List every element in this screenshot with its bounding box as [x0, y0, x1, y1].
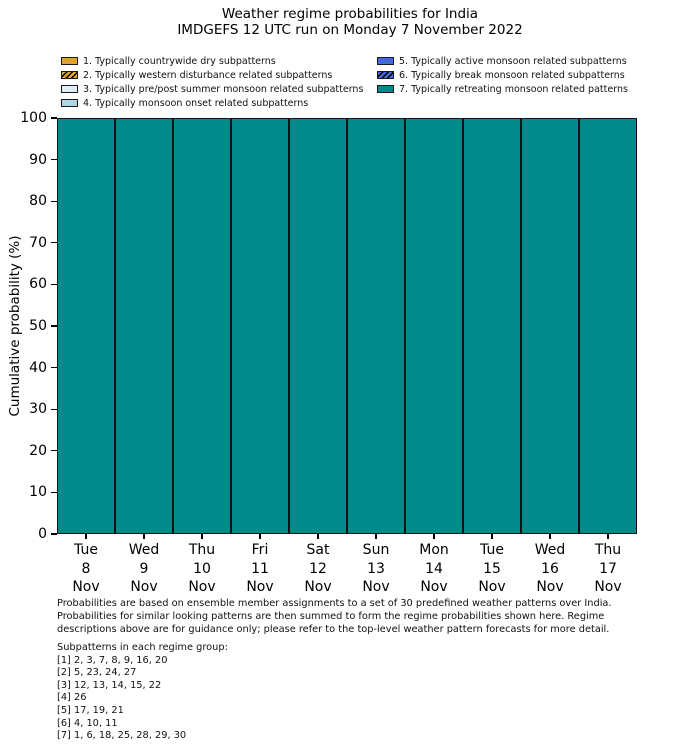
legend-label: 1. Typically countrywide dry subpatterns — [83, 55, 276, 67]
x-tick-mark — [85, 534, 86, 539]
y-tick-label: 90 — [29, 151, 47, 168]
legend-item-6 — [377, 68, 628, 82]
y-tick-label: 100 — [20, 110, 47, 126]
legend-label: 5. Typically active monsoon related subpatterns — [399, 55, 627, 67]
subpattern-line: [1] 2, 3, 7, 8, 9, 16, 20 — [57, 654, 168, 666]
y-tick-label: 60 — [29, 276, 47, 293]
y-tick-label: 70 — [29, 234, 47, 251]
x-tick-label: Fri 11 Nov — [246, 542, 274, 595]
x-tick-label: Thu 10 Nov — [188, 542, 216, 595]
legend-label: 7. Typically retreating monsoon related patterns — [399, 83, 628, 95]
legend-item-2 — [61, 68, 363, 82]
subpatterns-lines — [57, 655, 228, 743]
subpatterns-block — [57, 642, 228, 743]
subpattern-line: [3] 12, 13, 14, 15, 22 — [57, 679, 162, 691]
legend-swatch-icon — [61, 71, 78, 79]
x-tick-label: Thu 17 Nov — [594, 542, 622, 595]
bar-fri-11nov — [231, 118, 289, 534]
x-tick-mark — [491, 534, 492, 539]
bar-segment — [463, 118, 521, 534]
bar-wed-9nov — [115, 118, 173, 534]
legend-label: 3. Typically pre/post summer monsoon related subpatterns — [83, 83, 364, 95]
y-tick-label: 30 — [29, 401, 47, 418]
subpattern-line: [2] 5, 23, 24, 27 — [57, 667, 137, 679]
x-tick-mark — [433, 534, 434, 539]
bar-sat-12nov — [289, 118, 347, 534]
legend-item-5 — [377, 54, 628, 68]
footnote-text — [57, 597, 612, 637]
legend-column-left — [61, 54, 363, 110]
subpattern-line: [5] 17, 19, 21 — [57, 704, 124, 716]
x-tick-label: Tue 15 Nov — [478, 542, 506, 595]
legend-swatch-icon — [377, 71, 394, 79]
y-axis-label: Cumulative probability (%) — [7, 235, 23, 417]
legend-swatch-icon — [377, 57, 394, 65]
bar-segment — [57, 118, 115, 534]
x-tick-label: Wed 9 Nov — [128, 542, 160, 595]
y-tick-label: 20 — [29, 442, 47, 459]
footnote-line: Probabilities are based on ensemble member assignments to a set of 30 predefined weather patterns over India. — [57, 598, 612, 609]
bar-sun-13nov — [347, 118, 405, 534]
x-tick-label: Sat 12 Nov — [304, 542, 332, 595]
bar-tue-15nov — [463, 118, 521, 534]
legend-swatch-icon — [61, 57, 78, 65]
x-tick-mark — [375, 534, 376, 539]
chart-title: Weather regime probabilities for India — [221, 6, 479, 22]
legend-column-right — [377, 54, 628, 96]
bar-segment — [521, 118, 579, 534]
y-tick-label: 80 — [29, 193, 47, 210]
legend-swatch-icon — [61, 85, 78, 93]
plot-area — [57, 118, 637, 534]
bar-segment — [347, 118, 405, 534]
x-tick-label: Sun 13 Nov — [362, 542, 390, 595]
bar-segment — [579, 118, 637, 534]
bar-tue-8nov — [57, 118, 115, 534]
bar-segment — [289, 118, 347, 534]
x-tick-mark — [201, 534, 202, 539]
x-axis — [57, 534, 637, 598]
subpattern-line: [6] 4, 10, 11 — [57, 717, 118, 729]
legend-item-1 — [61, 54, 363, 68]
x-tick-mark — [259, 534, 260, 539]
y-tick-label: 10 — [29, 484, 47, 501]
x-tick-mark — [607, 534, 608, 539]
y-tick-label: 40 — [29, 359, 47, 376]
y-tick-label: 50 — [29, 318, 47, 334]
stacked-bars — [57, 118, 637, 534]
legend-label: 2. Typically western disturbance related subpatterns — [83, 69, 333, 81]
bar-segment — [173, 118, 231, 534]
subpatterns-heading: Subpatterns in each regime group: — [57, 642, 228, 653]
y-tick-label: 0 — [38, 526, 47, 542]
x-tick-mark — [143, 534, 144, 539]
legend-swatch-icon — [61, 99, 78, 107]
legend-swatch-icon — [377, 85, 394, 93]
bar-thu-17nov — [579, 118, 637, 534]
bar-segment — [405, 118, 463, 534]
chart-subtitle: IMDGEFS 12 UTC run on Monday 7 November 2022 — [177, 22, 523, 38]
x-tick-mark — [317, 534, 318, 539]
footnote-line: Probabilities for similar looking patterns are then summed to form the regime probabilities shown here. Regime — [57, 611, 605, 623]
legend-label: 6. Typically break monsoon related subpatterns — [399, 69, 625, 81]
bar-thu-10nov — [173, 118, 231, 534]
x-tick-label: Tue 8 Nov — [72, 542, 100, 595]
legend-item-3 — [61, 82, 363, 96]
title-block — [0, 6, 700, 38]
subpattern-line: [4] 26 — [57, 692, 87, 704]
legend-item-4 — [61, 96, 363, 110]
footnote-line: descriptions above are for guidance only; please refer to the top-level weather pattern forecasts for more detail. — [57, 624, 610, 636]
legend-label: 4. Typically monsoon onset related subpatterns — [83, 97, 309, 109]
x-tick-label: Wed 16 Nov — [534, 542, 566, 595]
y-axis — [0, 110, 57, 542]
bar-wed-16nov — [521, 118, 579, 534]
bar-segment — [115, 118, 173, 534]
legend-item-7 — [377, 82, 628, 96]
bar-segment — [231, 118, 289, 534]
x-tick-label: Mon 14 Nov — [419, 542, 449, 595]
bar-mon-14nov — [405, 118, 463, 534]
subpattern-line: [7] 1, 6, 18, 25, 28, 29, 30 — [57, 730, 187, 742]
x-tick-mark — [549, 534, 550, 539]
